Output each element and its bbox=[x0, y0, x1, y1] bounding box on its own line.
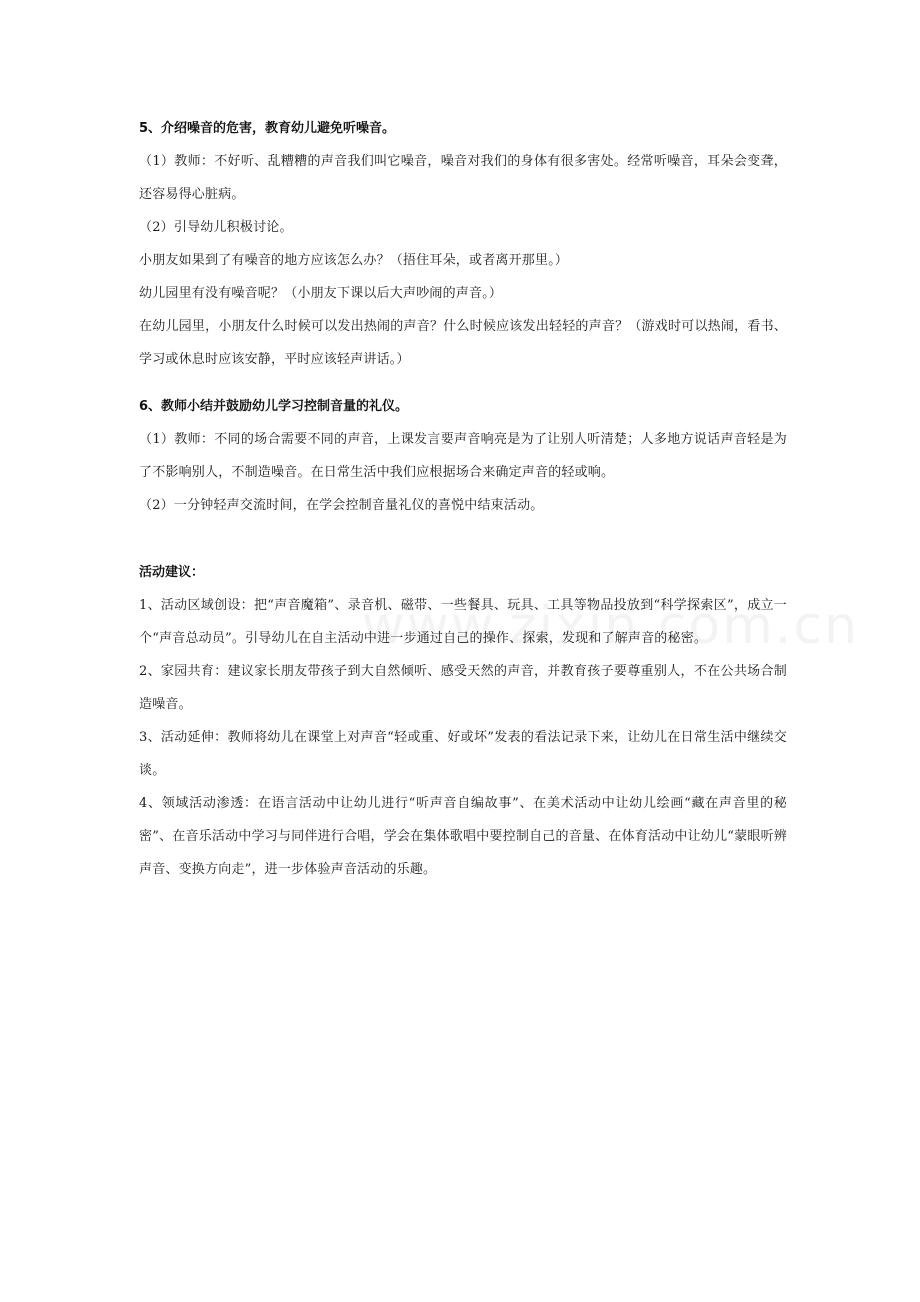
suggestions-heading: 活动建议： bbox=[139, 565, 205, 580]
section-5-paragraph: 在幼儿园里，小朋友什么时候可以发出热闹的声音？什么时候应该发出轻轻的声音？（游戏时可以热闹，看书、学习或休息时应该安静，平时应该轻声讲话。） bbox=[139, 319, 787, 367]
suggestion-item: 4、领域活动渗透：在语言活动中让幼儿进行“听声音自编故事”、在美术活动中让幼儿绘画“藏在声音里的秘密”、在音乐活动中学习与同伴进行合唱，学会在集体歌唱中要控制自己的音量、在体育活动中让幼儿“蒙眼听辨声音、变换方向走”，进一步体验声音活动的乐趣。 bbox=[139, 796, 787, 877]
section-5-paragraph: 幼儿园里有没有噪音呢？（小朋友下课以后大声吵闹的声音。） bbox=[139, 286, 503, 301]
suggestion-item: 3、活动延伸：教师将幼儿在课堂上对声音“轻或重、好或坏”发表的看法记录下来，让幼儿在日常生活中继续交谈。 bbox=[139, 730, 787, 778]
suggestion-item: 2、家园共育：建议家长朋友带孩子到大自然倾听、感受天然的声音，并教育孩子要尊重别人，不在公共场合制造噪音。 bbox=[139, 664, 787, 712]
section-5 bbox=[139, 112, 787, 376]
section-5-paragraph: （1）教师：不好听、乱糟糟的声音我们叫它噪音，噪音对我们的身体有很多害处。经常听噪音，耳朵会变聋，还容易得心脏病。 bbox=[139, 154, 787, 202]
section-5-heading: 5、介绍噪音的危害，教育幼儿避免听噪音。 bbox=[139, 121, 396, 136]
suggestion-item: 1、活动区域创设：把“声音魔箱”、录音机、磁带、一些餐具、玩具、工具等物品投放到“科学探索区”，成立一个“声音总动员”。引导幼儿在自主活动中进一步通过自己的操作、探索，发现和了解声音的秘密。 bbox=[139, 598, 787, 646]
section-6-heading: 6、教师小结并鼓励幼儿学习控制音量的礼仪。 bbox=[139, 399, 409, 414]
activity-suggestions bbox=[139, 556, 787, 886]
section-6 bbox=[139, 390, 787, 522]
section-5-paragraph: （2）引导幼儿积极讨论。 bbox=[139, 220, 293, 235]
document-body bbox=[139, 112, 787, 886]
spacer bbox=[139, 522, 787, 556]
section-6-paragraph: （1）教师：不同的场合需要不同的声音，上课发言要声音响亮是为了让别人听清楚；人多地方说话声音轻是为了不影响别人，不制造噪音。在日常生活中我们应根据场合来确定声音的轻或响。 bbox=[139, 432, 787, 480]
section-6-paragraph: （2）一分钟轻声交流时间，在学会控制音量礼仪的喜悦中结束活动。 bbox=[139, 498, 544, 513]
section-5-paragraph: 小朋友如果到了有噪音的地方应该怎么办？（捂住耳朵，或者离开那里。） bbox=[139, 253, 569, 268]
spacer bbox=[139, 376, 787, 390]
